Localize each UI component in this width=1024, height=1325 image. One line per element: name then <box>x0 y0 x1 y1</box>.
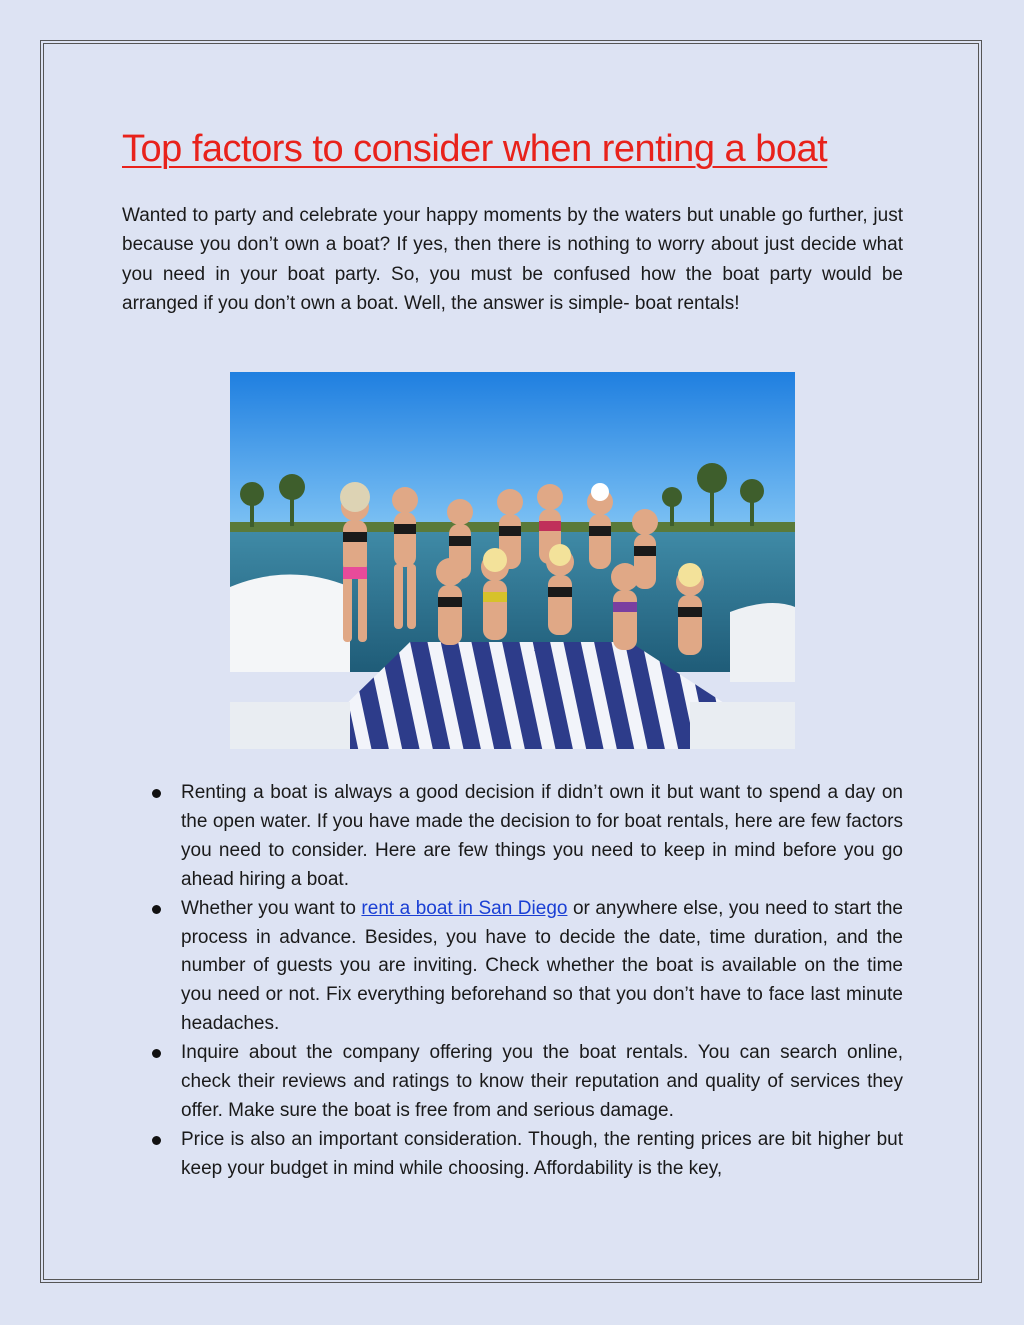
intro-paragraph: Wanted to party and celebrate your happy moments by the waters but unable go further, just because you don’t own a boat? If yes, then there is nothing to worry about just decide what you need in your boat party. So, you must be confused how the boat party would be arranged if you don’t own a boat. Well, the answer is simple- boat rentals! <box>122 205 903 314</box>
bullet-icon <box>152 789 161 798</box>
rent-boat-san-diego-link[interactable]: rent a boat in San Diego <box>361 897 568 919</box>
list-item-text-after: or anywhere else, you need to start the process in advance. Besides, you have to decide the date, time duration, and the number of guests you are inviting. Check whether the boat is available on the time you need or not. Fix everything beforehand so that you don’t have to face last minute headaches. <box>181 897 903 1035</box>
boat-party-photo <box>230 372 795 749</box>
list-item <box>150 1039 903 1126</box>
bullet-icon <box>152 905 161 914</box>
list-item-text: Inquire about the company offering you the boat rentals. You can search online, check their reviews and ratings to know their reputation and quality of services they offer. Make sure the boat is free from and serious damage. <box>181 1042 903 1121</box>
list-item-text: Renting a boat is always a good decision if didn’t own it but want to spend a day on the open water. If you have made the decision to for boat rentals, here are few factors you need to consider. Here are few things you need to keep in mind before you go ahead hiring a boat. <box>181 782 903 890</box>
list-item <box>150 779 903 895</box>
bullet-icon <box>152 1049 161 1058</box>
list-item-text: Price is also an important consideration. Though, the renting prices are bit higher but keep your budget in mind while choosing. Affordability is the key, <box>181 1128 903 1179</box>
list-item <box>150 1126 903 1184</box>
page-title: Top factors to consider when renting a boat <box>122 128 828 170</box>
list-item-text-before: Whether you want to <box>181 897 362 919</box>
list-item <box>150 895 903 1040</box>
bullet-icon <box>152 1136 161 1145</box>
factor-list <box>150 779 903 1184</box>
